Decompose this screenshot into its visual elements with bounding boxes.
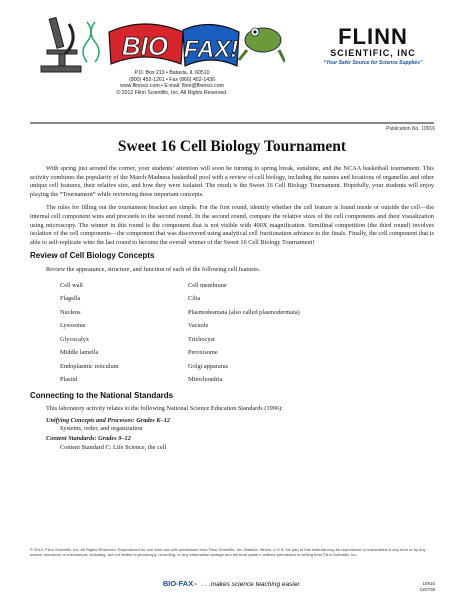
feature-item: Vacuole	[188, 322, 209, 330]
copyright-notice: © 2012, Flinn Scientific, Inc. All Rights Reserved. Reproduced for one-time use with permission from Flinn Scientific, Inc. Batavia, Illinois, U.S.A. No part of this material may be reproduced or transmitted in any form or by any means, electronic or mechanical, including, but not limited to photocopy, recording, or any information storage and retrieval system, without permission in writing from Flinn Scientific, Inc.	[30, 547, 426, 557]
feature-item: Trichocyst	[188, 335, 215, 343]
feature-item: Glycocalyx	[60, 335, 90, 343]
frog-icon	[239, 28, 285, 62]
fax-badge	[183, 24, 239, 66]
feature-item: Cilia	[188, 295, 201, 303]
page-title: Sweet 16 Cell Biology Tournament	[117, 138, 347, 155]
standard-text: Content Standard C: Life Science, the cell	[60, 443, 167, 451]
contact-line: © 2012 Flinn Scientific, Inc. All Rights Reserved.	[116, 89, 228, 96]
feature-item: Golgi apparatus	[188, 362, 229, 370]
dna-icon	[83, 22, 99, 62]
contact-block	[112, 70, 232, 96]
standard-text: Systems, order, and organization	[60, 425, 143, 433]
footer-brand: BIO-FAX	[162, 579, 194, 588]
feature-item: Mitochondria	[188, 376, 223, 384]
contact-line: P.O. Box 219 • Batavia, IL 60510	[134, 70, 210, 76]
footer-date-code: 020708	[419, 587, 435, 592]
standards-intro: This laboratory activity relates to the following National Science Education Standards (1996):	[46, 405, 283, 413]
feature-item: Flagella	[60, 295, 81, 303]
standard-heading: Content Standards: Grades 9–12	[46, 434, 131, 442]
feature-item: Endoplasmic reticulum	[60, 362, 119, 370]
feature-item: Cell membrane	[188, 281, 227, 289]
flinn-tagline: “Your Safer Source for Science Supplies”	[323, 60, 423, 66]
footer-logo	[0, 573, 464, 591]
document-body	[30, 165, 434, 453]
feature-item: Plasmodesmata (also called plasmodermata)	[188, 308, 300, 316]
standard-heading: Unifying Concepts and Processes: Grades K–12	[46, 416, 171, 424]
feature-item: Plastid	[60, 376, 78, 384]
cell-features-list	[30, 279, 434, 387]
feature-item: Cell wall	[60, 281, 83, 289]
bio-badge	[109, 24, 183, 64]
footer-ids	[420, 581, 435, 593]
document-header	[0, 0, 464, 122]
feature-item: Peroxisome	[188, 349, 218, 357]
flinn-subtitle: SCIENTIFIC, INC	[330, 48, 416, 58]
logo-bio-text: BIO	[121, 31, 169, 61]
review-intro: Review the appearance, structure, and function of each of the following cell features.	[46, 265, 261, 273]
logo-fax-text: FAX!	[183, 36, 239, 63]
paragraph: The rules for filling out the tournament bracket are simple. For the first round, identify whether the cell feature is found inside or outside the cell—the internal cell component wins and proceeds to the second round. In the second round, compare the relative sizes of the cell components and their visualization using microscopy. The winner in this round is the component that is not visible with 400X magnification. Semifinal competition (the third round) involves isolation of the cell components—the component that was discovered using analytical cell fractionation advance to the finals. Finally, the cell component that is able to self-replicate wins the last round to become the overall winner of the Sweet 16 Cell Biology Tournament!	[30, 204, 434, 246]
flinn-logo	[318, 26, 428, 66]
contact-line: (800) 452-1261 • Fax (866) 452-1436	[129, 76, 215, 83]
feature-item: Nucleus	[60, 308, 81, 316]
flinn-name: FLINN	[338, 24, 408, 49]
paragraph: With spring just around the corner, your students’ attention will soon be turning to spring break, sunshine, and the NCAA basketball tournament. This activity combines the popularity of the March Madness basketball pool with a review of cell biology, including the names and locations of organelles and other unique cell features, their relative size, and how they were isolated. The result is the Sweet 16 Cell Biology Tournament. Hopefully, your students will enjoy playing the “Tournament” while reviewing these important concepts.	[30, 165, 434, 198]
publication-number: Publication No. 10916	[386, 126, 435, 132]
section-heading-standards: Connecting to the National Standards	[30, 390, 174, 400]
trademark-symbol: ™	[193, 582, 198, 587]
contact-line: www.flinnsci.com • E-mail: flinn@flinnsci.com	[120, 83, 224, 89]
section-heading-review: Review of Cell Biology Concepts	[30, 251, 155, 261]
feature-item: Middle lamella	[60, 349, 99, 357]
microscope-icon	[41, 17, 81, 72]
feature-item: Lysosome	[60, 322, 86, 330]
footer-slogan: . . .makes science teaching easier.	[201, 581, 302, 588]
footer-publication-id: 10916	[422, 581, 435, 586]
header-divider	[30, 122, 434, 124]
